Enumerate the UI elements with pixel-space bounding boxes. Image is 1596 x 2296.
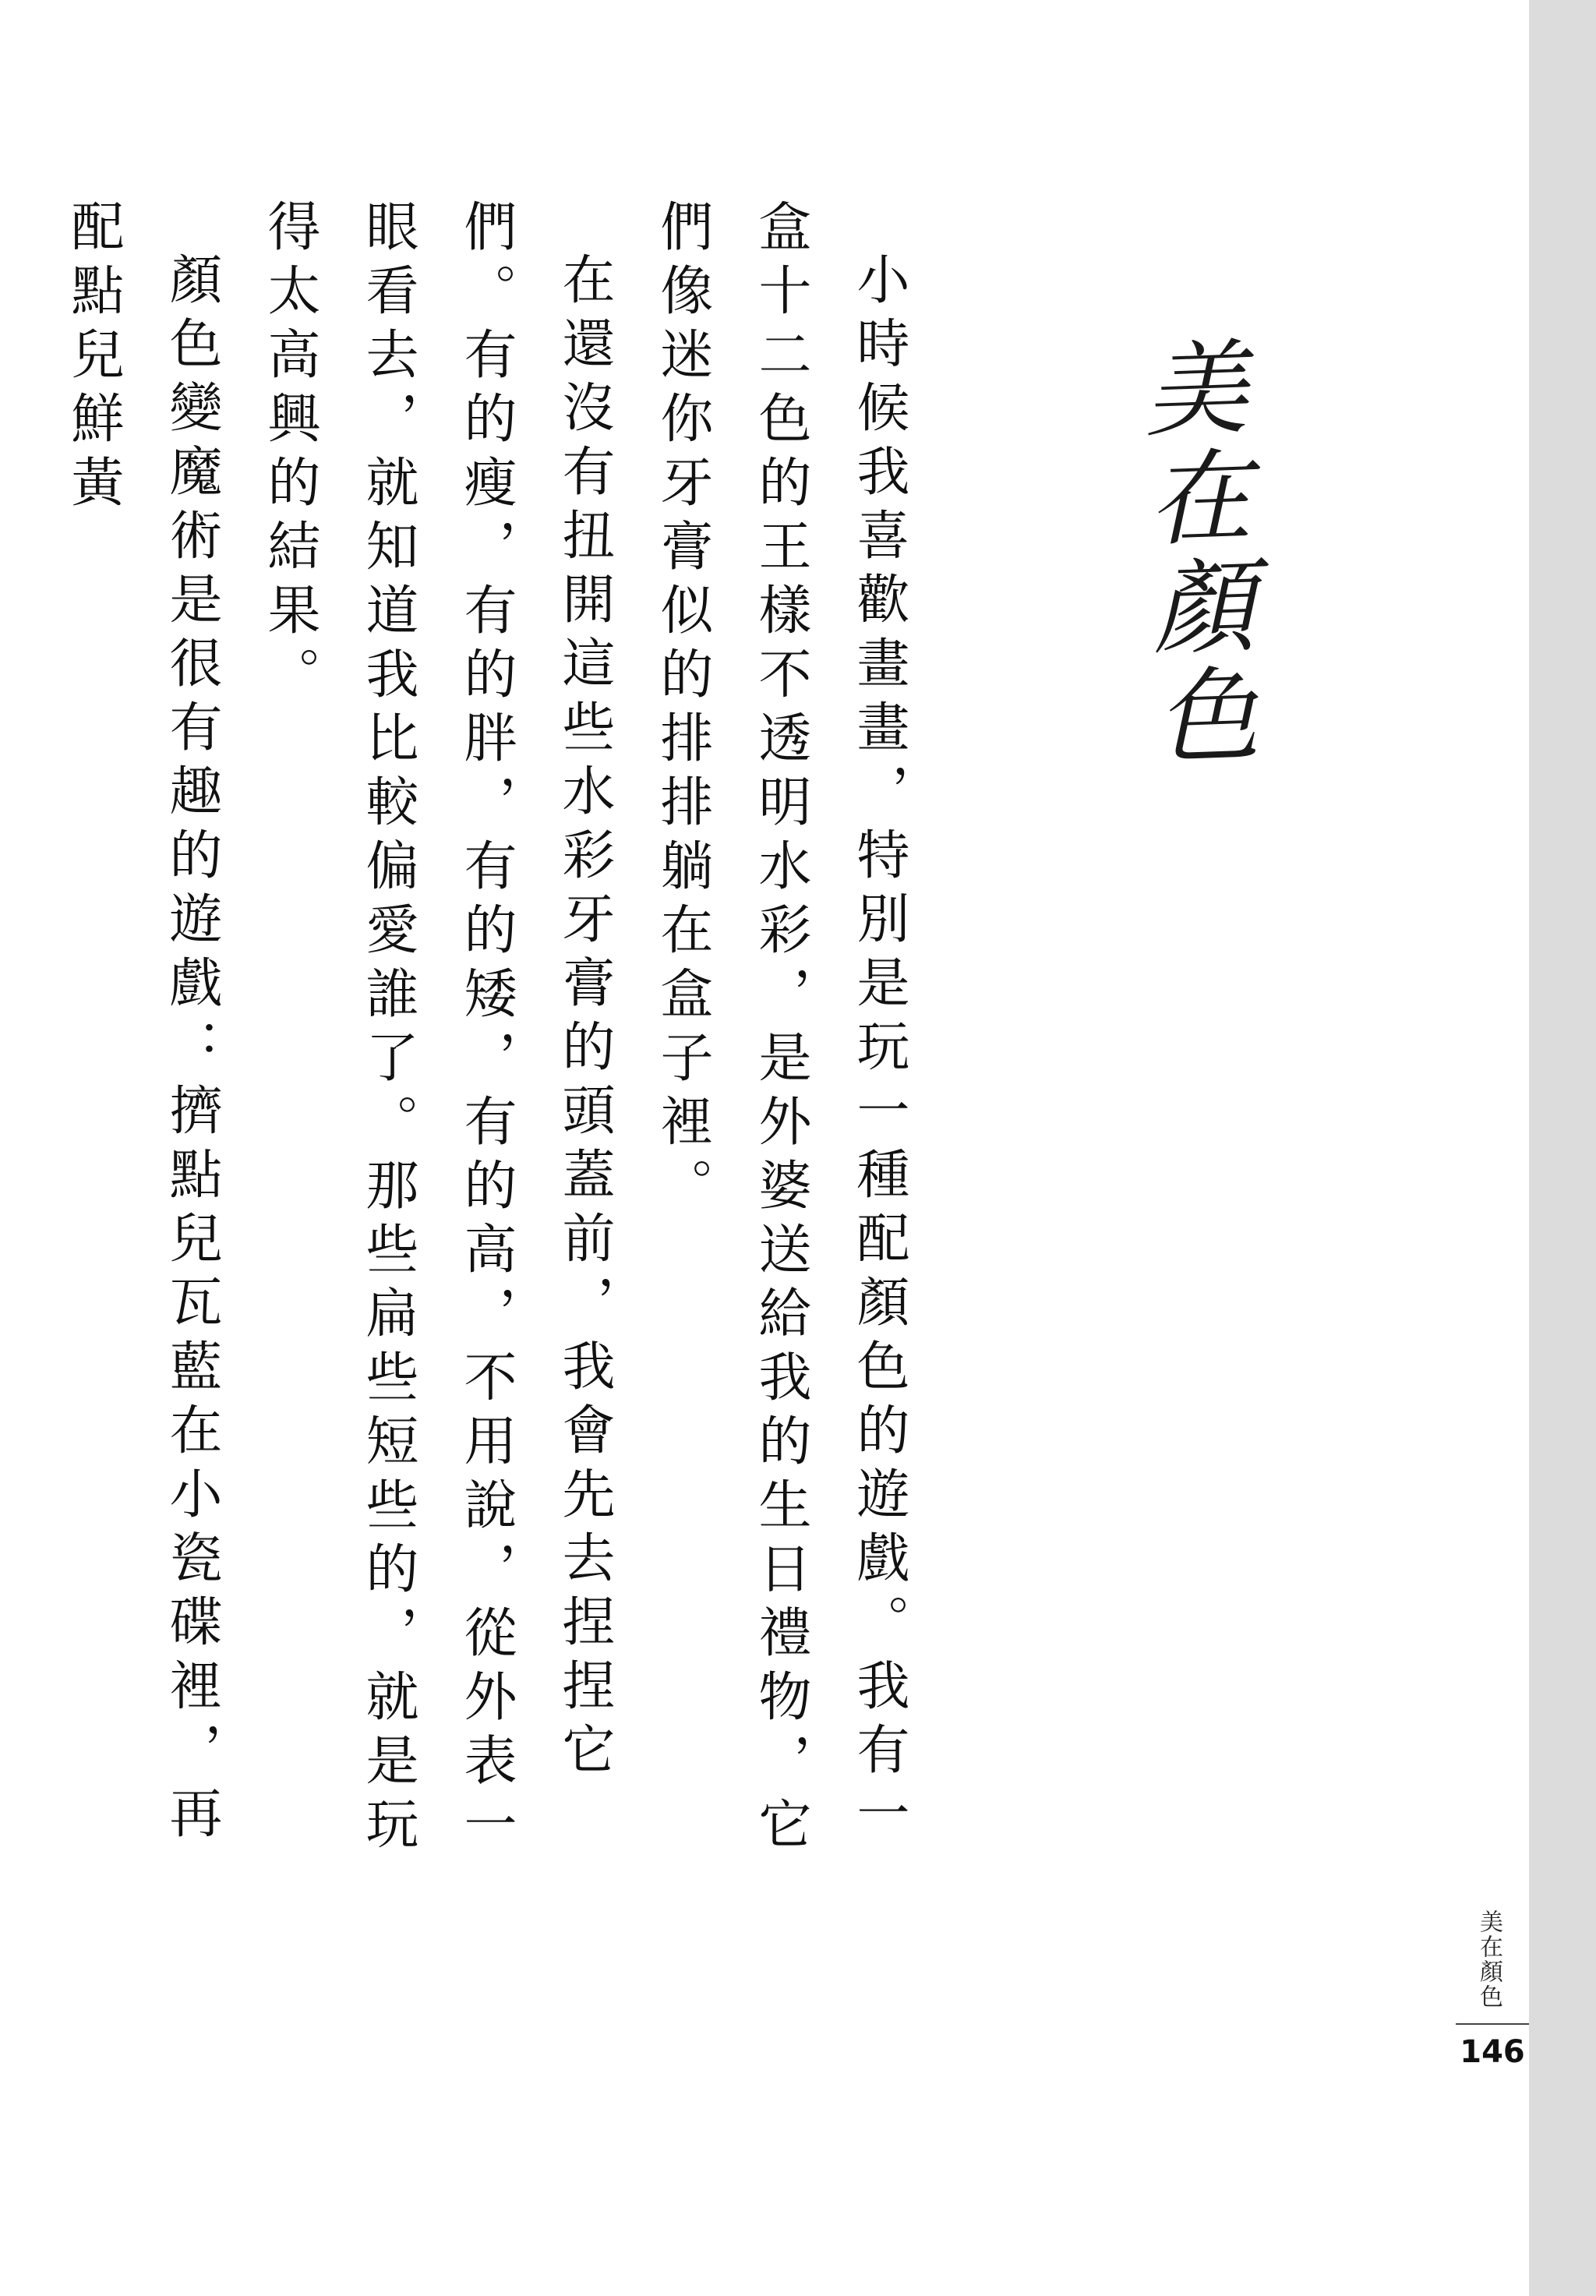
page-number: 146 xyxy=(1460,2034,1525,2070)
page-edge-band xyxy=(1529,0,1596,2296)
body-text xyxy=(62,199,927,1882)
running-title: 美在顏色 xyxy=(1475,1909,1502,2009)
paragraph-3: 顏色變魔術是很有趣的遊戲：擠點兒瓦藍在小瓷碟裡，再配點兒鮮黃 xyxy=(62,199,222,1849)
paragraph-1: 小時候我喜歡畫畫，特別是玩一種配顏色的遊戲。我有一盒十二色的王樣不透明水彩，是外婆送給我的生日禮物，它們像迷你牙膏似的排排躺在盒子裡。 xyxy=(651,199,909,1860)
folio-divider xyxy=(1456,2023,1529,2025)
chapter-title: 美在顏色 xyxy=(1125,333,1260,774)
paragraph-2: 在還沒有扭開這些水彩牙膏的頭蓋前，我會先去捏捏它們。有的瘦，有的胖，有的矮，有的高，不用說，從外表一眼看去，就知道我比較偏愛誰了。那些扁些短些的，就是玩得太高興的結果。 xyxy=(259,199,615,1860)
